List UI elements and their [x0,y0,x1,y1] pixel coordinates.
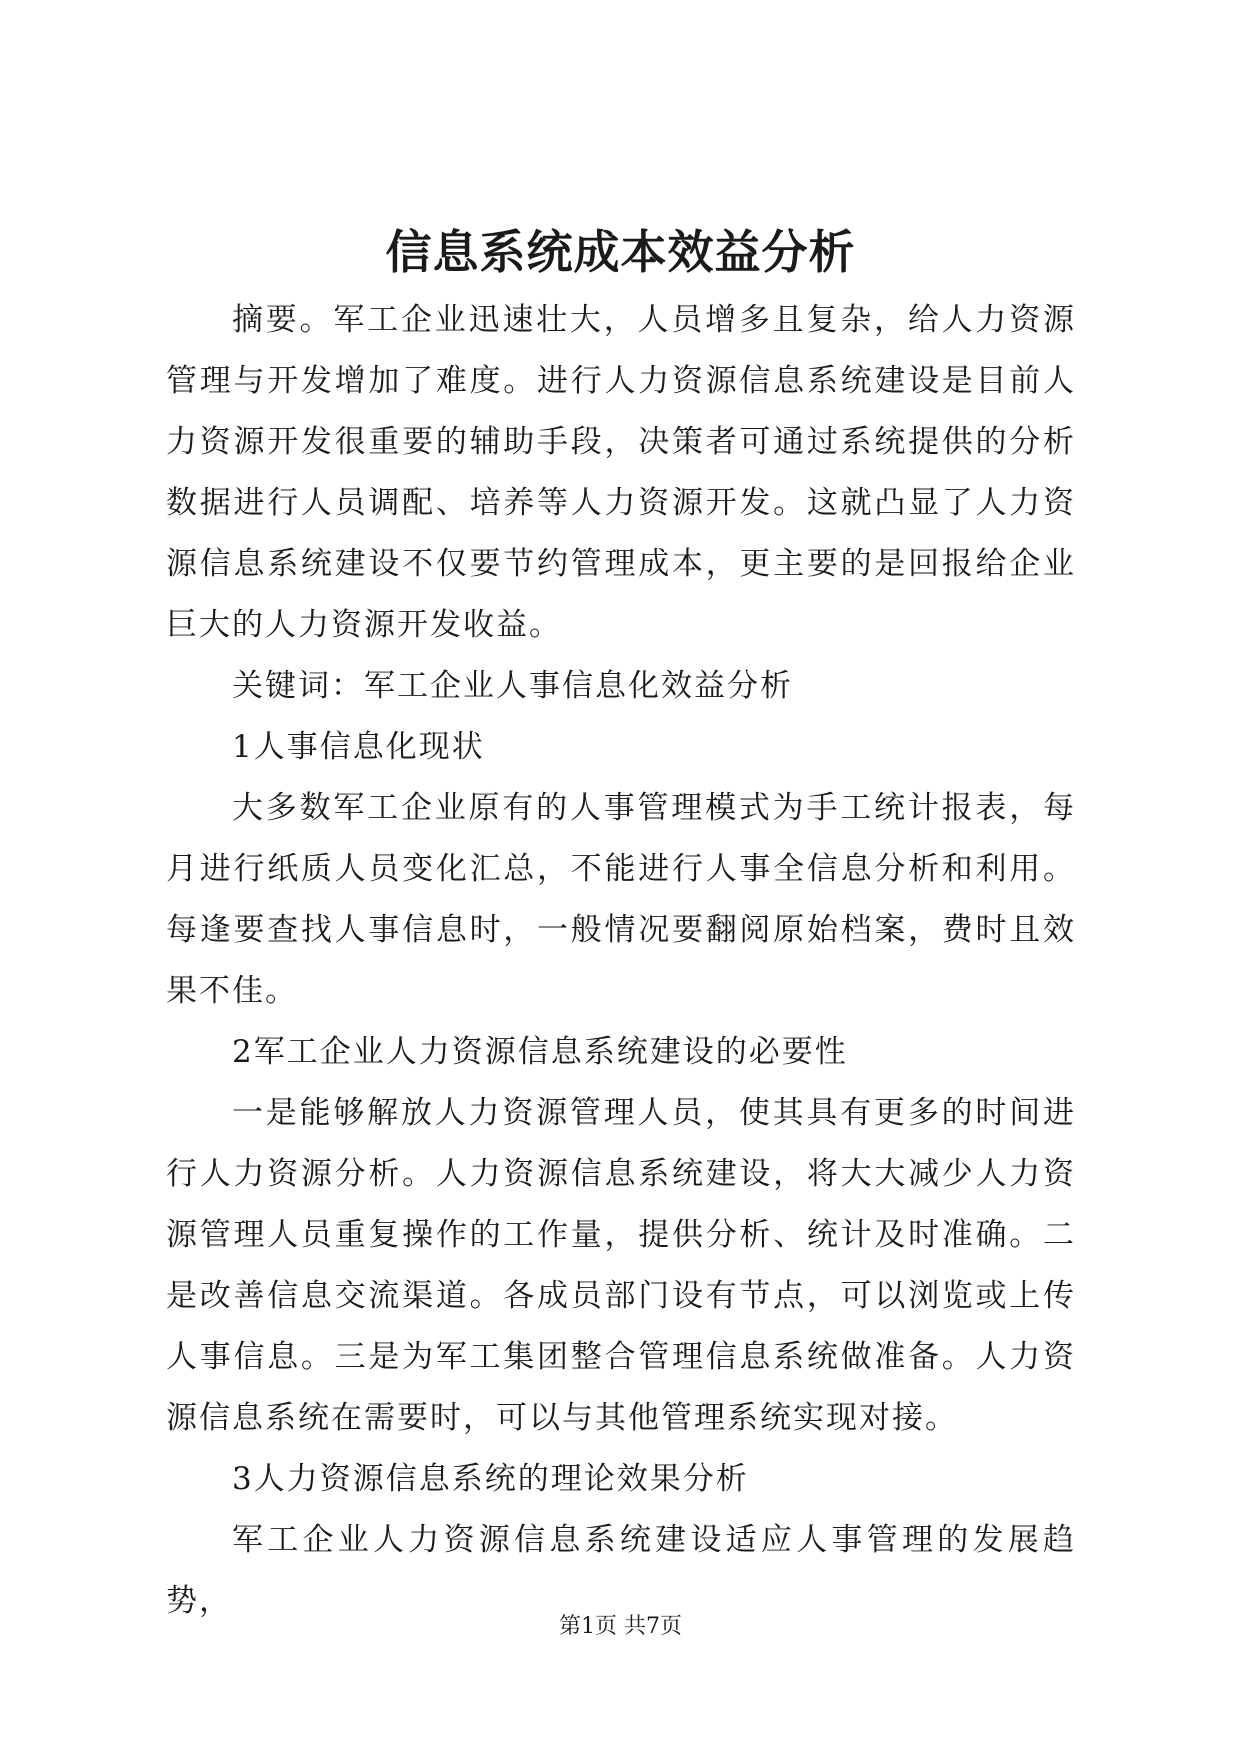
keywords-paragraph: 关键词：军工企业人事信息化效益分析 [232,668,793,704]
document-body [166,290,1076,1632]
section-paragraph-3: 军工企业人力资源信息系统建设适应人事管理的发展趋势， [166,1522,1076,1619]
page-number-footer: 第1页 共7页 [559,1614,682,1639]
section-heading-2: 2军工企业人力资源信息系统建设的必要性 [232,1034,848,1070]
section-paragraph-2: 一是能够解放人力资源管理人员，使其具有更多的时间进行人力资源分析。人力资源信息系统建设，将大大减少人力资源管理人员重复操作的工作量，提供分析、统计及时准确。二是改善信息交流渠道。各成员部门设有节点，可以浏览或上传人事信息。三是为军工集团整合管理信息系统做准备。人力资源信息系统在需要时，可以与其他管理系统实现对接。 [166,1095,1076,1436]
abstract-paragraph: 摘要。军工企业迅速壮大，人员增多且复杂，给人力资源管理与开发增加了难度。进行人力资源信息系统建设是目前人力资源开发很重要的辅助手段，决策者可通过系统提供的分析数据进行人员调配、培养等人力资源开发。这就凸显了人力资源信息系统建设不仅要节约管理成本，更主要的是回报给企业巨大的人力资源开发收益。 [166,302,1076,643]
document-title: 信息系统成本效益分析 [385,225,856,279]
section-paragraph-1: 大多数军工企业原有的人事管理模式为手工统计报表，每月进行纸质人员变化汇总，不能进行人事全信息分析和利用。每逢要查找人事信息时，一般情况要翻阅原始档案，费时且效果不佳。 [166,790,1076,1009]
section-heading-1: 1人事信息化现状 [232,729,485,765]
section-heading-3: 3人力资源信息系统的理论效果分析 [232,1461,749,1497]
